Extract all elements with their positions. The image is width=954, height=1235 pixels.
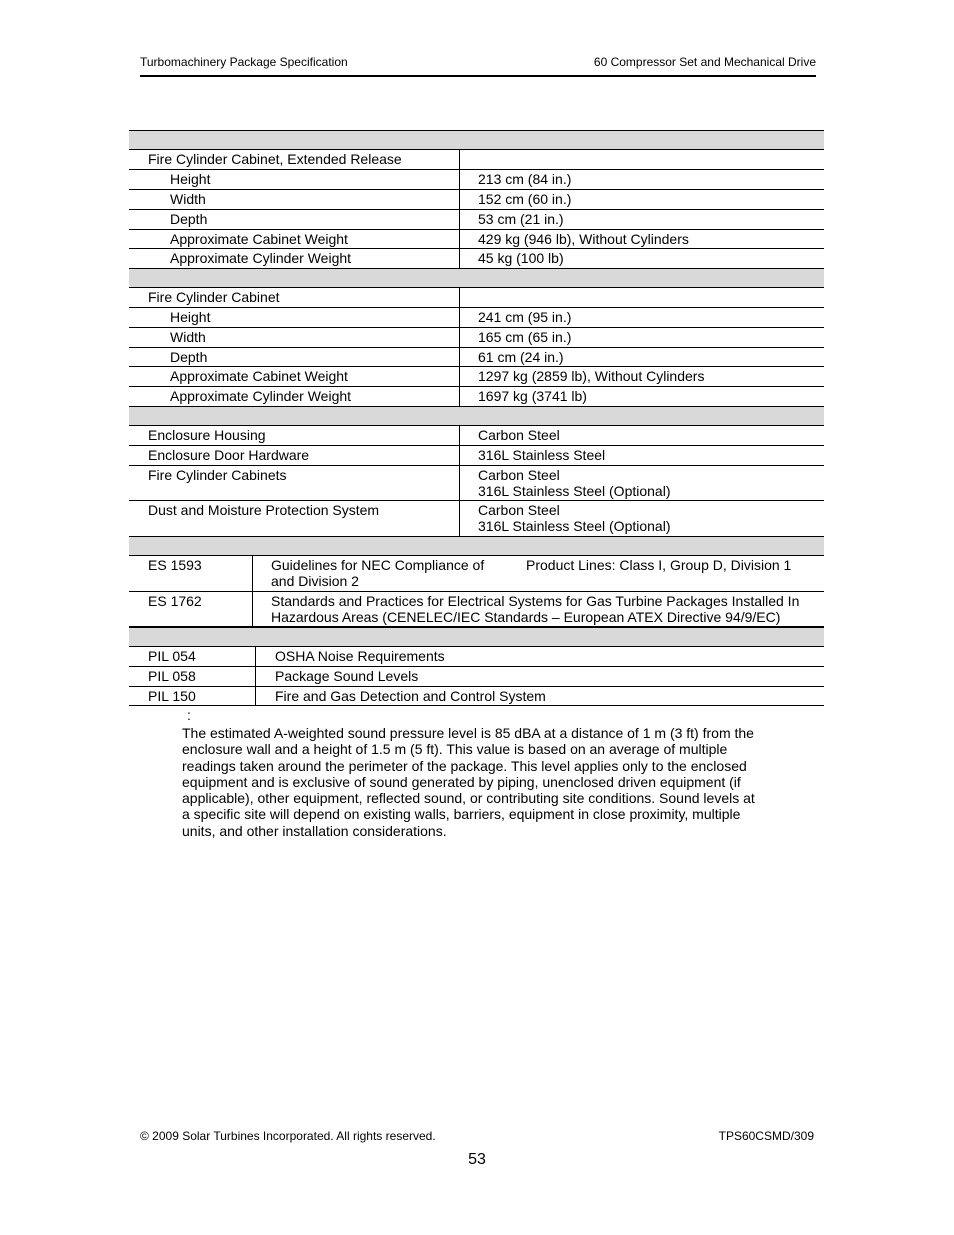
note-line: enclosure wall and a height of 1.5 m (5 ft). This value is based on an average of multiple xyxy=(182,741,728,758)
standard-code: ES 1593 xyxy=(148,557,202,573)
pil-description: OSHA Noise Requirements xyxy=(275,648,445,664)
row-value-optional: 316L Stainless Steel (Optional) xyxy=(478,518,671,534)
table-row xyxy=(129,150,824,170)
row-value: 241 cm (95 in.) xyxy=(478,309,572,325)
table-row xyxy=(129,288,824,308)
table-row xyxy=(129,501,824,537)
row-value: Carbon Steel xyxy=(478,467,560,483)
row-value: Carbon Steel xyxy=(478,502,560,518)
row-value: 1297 kg (2859 lb), Without Cylinders xyxy=(478,368,705,384)
row-label: Fire Cylinder Cabinet, Extended Release xyxy=(148,151,402,167)
table-row xyxy=(129,367,824,387)
row-label: Width xyxy=(170,191,206,207)
note-line: units, and other installation considerations. xyxy=(182,822,447,839)
standard-title: Standards and Practices for Electrical Systems for Gas Turbine Packages Installed In xyxy=(271,593,800,609)
table-row xyxy=(129,210,824,230)
row-label: Depth xyxy=(170,211,208,227)
table-row xyxy=(129,592,824,627)
note-label: : xyxy=(187,707,191,723)
row-value: 45 kg (100 lb) xyxy=(478,250,564,266)
pil-description: Fire and Gas Detection and Control System xyxy=(275,688,546,704)
row-value: 213 cm (84 in.) xyxy=(478,171,572,187)
section-header-bar xyxy=(129,536,824,556)
standard-title-cont: Product Lines: Class I, Group D, Division 1 xyxy=(526,557,792,573)
row-value: Carbon Steel xyxy=(478,427,560,443)
row-label: Fire Cylinder Cabinets xyxy=(148,467,287,483)
table-row xyxy=(129,387,824,407)
table-row xyxy=(129,556,824,592)
row-label: Enclosure Door Hardware xyxy=(148,447,310,463)
row-label: Height xyxy=(170,309,211,325)
standard-title-line2: and Division 2 xyxy=(271,573,359,589)
page-number: 53 xyxy=(468,1151,486,1168)
table-row xyxy=(129,308,824,328)
note-line: a specific site will depend on existing walls, barriers, equipment in close proximity, multiple xyxy=(182,806,741,823)
row-value-optional: 316L Stainless Steel (Optional) xyxy=(478,483,671,499)
row-label: Width xyxy=(170,329,206,345)
copyright: © 2009 Solar Turbines Incorporated. All rights reserved. xyxy=(140,1129,436,1143)
table-row xyxy=(129,667,824,687)
row-label: Height xyxy=(170,171,211,187)
row-label: Dust and Moisture Protection System xyxy=(148,502,380,518)
row-value: 53 cm (21 in.) xyxy=(478,211,564,227)
row-value: 1697 kg (3741 lb) xyxy=(478,388,587,404)
row-label: Approximate Cylinder Weight xyxy=(170,250,352,266)
row-value: 429 kg (946 lb), Without Cylinders xyxy=(478,231,689,247)
pil-code: PIL 054 xyxy=(148,648,196,664)
standard-title: Guidelines for NEC Compliance of xyxy=(271,557,485,573)
table-row xyxy=(129,466,824,501)
row-label: Fire Cylinder Cabinet xyxy=(148,289,280,305)
section-header-bar xyxy=(129,130,824,150)
row-value: 61 cm (24 in.) xyxy=(478,349,564,365)
note-line: applicable), other equipment, reflected sound, or contributing site conditions. Sound levels at xyxy=(182,790,755,807)
standard-title-line2: Hazardous Areas (CENELEC/IEC Standards – European ATEX Directive 94/9/EC) xyxy=(271,609,781,625)
header-title: Turbomachinery Package Specification xyxy=(140,55,348,69)
table-row xyxy=(129,687,824,706)
row-value: 316L Stainless Steel xyxy=(478,447,606,463)
row-label: Enclosure Housing xyxy=(148,427,266,443)
note-line: The estimated A-weighted sound pressure level is 85 dBA at a distance of 1 m (3 ft) from the xyxy=(182,725,754,741)
row-value: 152 cm (60 in.) xyxy=(478,191,572,207)
table-row xyxy=(129,446,824,466)
row-label: Approximate Cabinet Weight xyxy=(170,368,348,384)
document-id: TPS60CSMD/309 xyxy=(718,1129,814,1143)
row-value: 165 cm (65 in.) xyxy=(478,329,572,345)
row-label: Approximate Cabinet Weight xyxy=(170,231,348,247)
pil-code: PIL 058 xyxy=(148,668,196,684)
section-header-bar xyxy=(129,627,824,647)
table-row xyxy=(129,170,824,190)
row-label: Approximate Cylinder Weight xyxy=(170,388,352,404)
pil-code: PIL 150 xyxy=(148,688,196,704)
header-subtitle: 60 Compressor Set and Mechanical Drive xyxy=(593,55,816,69)
table-row xyxy=(129,230,824,249)
table-row xyxy=(129,249,824,269)
table-row xyxy=(129,328,824,348)
pil-description: Package Sound Levels xyxy=(275,668,419,684)
table-row xyxy=(129,426,824,446)
table-row xyxy=(129,348,824,367)
section-header-bar xyxy=(129,406,824,426)
table-row xyxy=(129,647,824,667)
row-label: Depth xyxy=(170,349,208,365)
section-header-bar xyxy=(129,268,824,288)
page-header xyxy=(140,55,816,77)
standard-code: ES 1762 xyxy=(148,593,202,609)
note-line: readings taken around the perimeter of the package. This level applies only to the enclosed xyxy=(182,757,747,774)
sound-level-note xyxy=(182,725,772,839)
table-row xyxy=(129,190,824,210)
note-line: equipment and is exclusive of sound generated by piping, unenclosed driven equipment (if xyxy=(182,773,741,790)
